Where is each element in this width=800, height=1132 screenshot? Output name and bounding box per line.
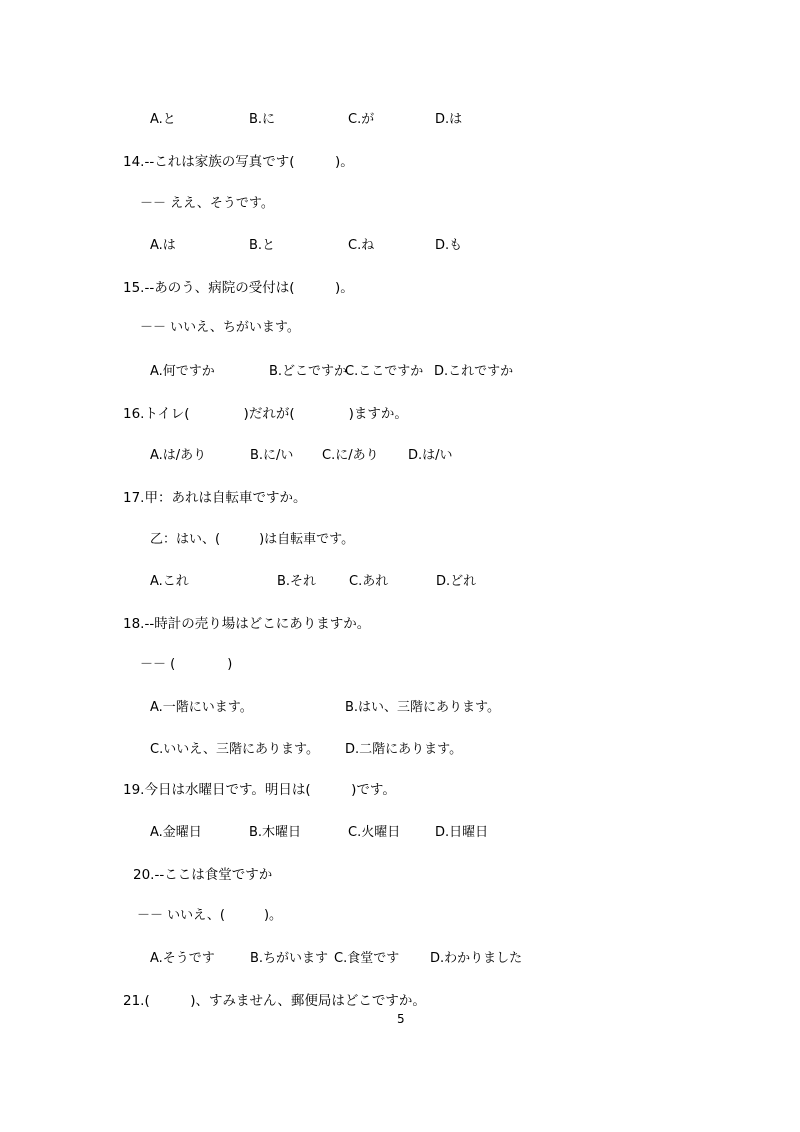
option-d: D.わかりました: [430, 951, 523, 966]
option-c: C.ね: [348, 238, 375, 253]
option-a: A.金曜日: [150, 825, 202, 840]
option-d: D.は: [435, 112, 463, 127]
option-a: A.何ですか: [150, 364, 215, 379]
question-21: 21.( )、すみません、郵便局はどこですか。: [123, 993, 426, 1009]
option-b: B.に/い: [250, 448, 294, 463]
option-c: C.ここですか: [345, 364, 424, 379]
option-d: D.は/い: [408, 448, 453, 463]
page-number: 5: [397, 1012, 405, 1026]
option-d: D.も: [435, 238, 463, 253]
option-d: D.日曜日: [435, 825, 489, 840]
option-c: C.に/あり: [322, 448, 379, 463]
option-c: C.火曜日: [348, 825, 401, 840]
option-b: B.はい、三階にあります。: [345, 700, 501, 715]
option-a: A.一階にいます。: [150, 700, 253, 715]
option-a: A.これ: [150, 574, 189, 589]
question-20: 20.--ここは食堂ですか: [133, 867, 273, 883]
response-18: －－ ( ): [140, 657, 233, 672]
option-a: A.と: [150, 112, 176, 127]
option-c: C.いいえ、三階にあります。: [150, 742, 319, 757]
option-b: B.それ: [277, 574, 317, 589]
option-b: B.に: [249, 112, 276, 127]
option-b: B.と: [249, 238, 276, 253]
response-15: －－ いいえ、ちがいます。: [140, 320, 300, 335]
option-d: D.これですか: [434, 364, 514, 379]
question-14: 14.--これは家族の写真です( )。: [123, 154, 354, 170]
response-17: 乙：はい、( )は自転車です。: [150, 532, 355, 547]
option-b: B.木曜日: [249, 825, 302, 840]
option-d: D.どれ: [436, 574, 477, 589]
option-b: B.ちがいます: [250, 951, 329, 966]
option-a: A.は/あり: [150, 448, 207, 463]
option-b: B.どこですか: [269, 364, 348, 379]
response-14: －－ ええ、そうです。: [140, 196, 274, 211]
option-a: A.は: [150, 238, 176, 253]
option-d: D.二階にあります。: [345, 742, 463, 757]
question-18: 18.--時計の売り場はどこにありますか。: [123, 616, 371, 632]
option-c: C.あれ: [349, 574, 389, 589]
question-16: 16.トイレ( )だれが( )ますか。: [123, 406, 408, 422]
question-15: 15.--あのう、病院の受付は( )。: [123, 280, 354, 296]
question-17: 17.甲：あれは自転車ですか。: [123, 490, 307, 506]
question-19: 19.今日は水曜日です。明日は( )です。: [123, 782, 396, 798]
option-a: A.そうです: [150, 951, 215, 966]
option-c: C.食堂です: [334, 951, 400, 966]
option-c: C.が: [348, 112, 375, 127]
response-20: －－ いいえ、( )。: [137, 908, 283, 923]
